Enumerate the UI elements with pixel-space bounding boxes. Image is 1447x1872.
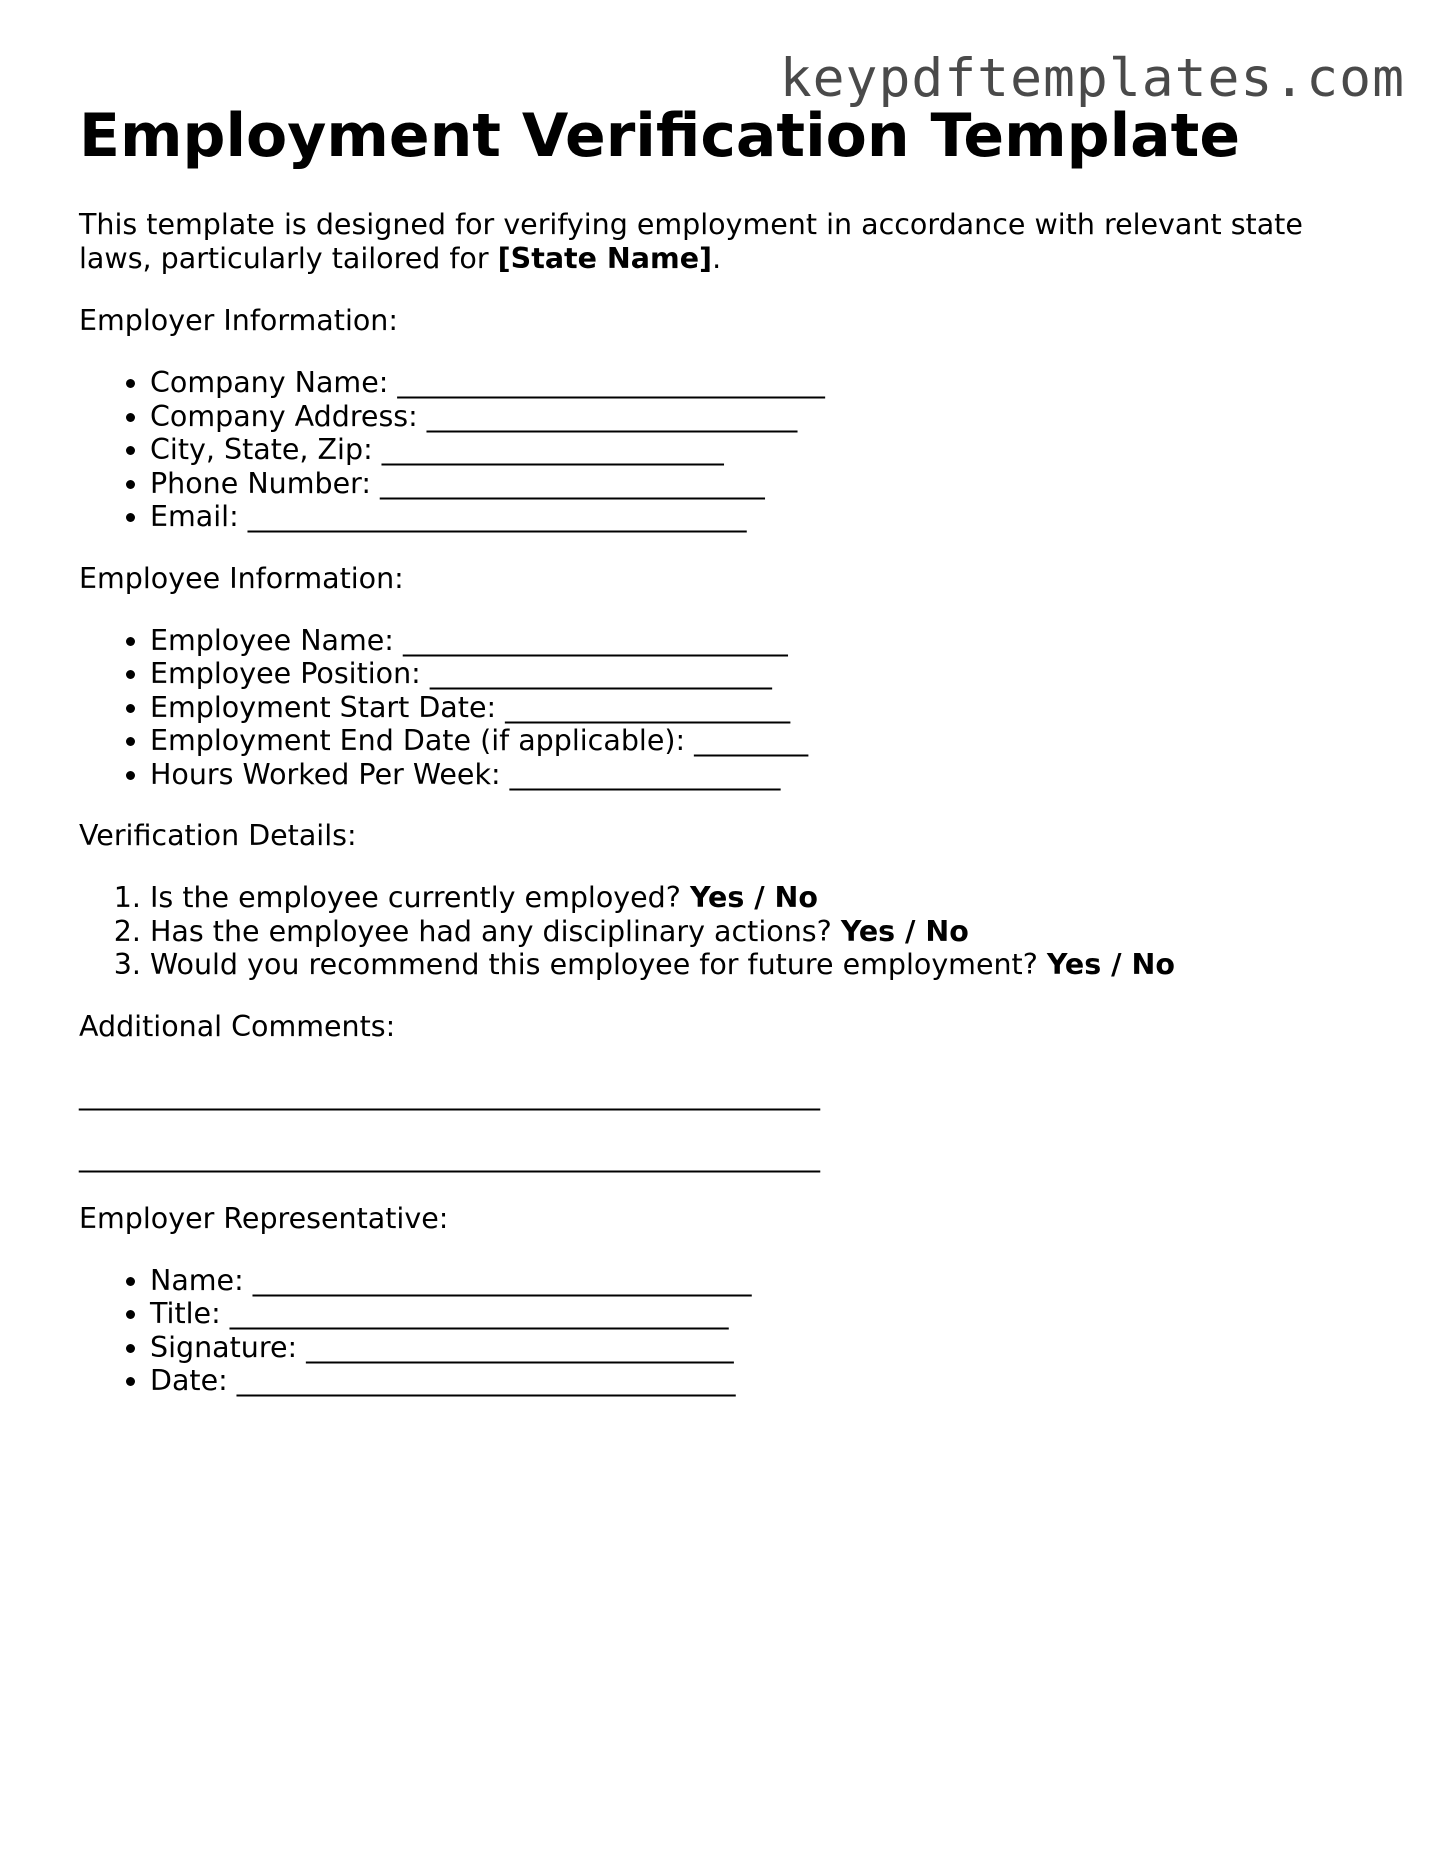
intro-paragraph — [79, 208, 1369, 276]
comment-line[interactable]: ____________________________________________________ — [79, 1139, 820, 1173]
question-text: Is the employee currently employed? — [150, 881, 690, 914]
employee-info-list — [79, 624, 1369, 792]
employee-position-field[interactable]: • Employee Position: ________________________ — [150, 657, 1369, 691]
representative-heading: Employer Representative: — [79, 1201, 449, 1235]
phone-number-field[interactable]: • Phone Number: ___________________________ — [150, 467, 1369, 501]
rep-signature-field[interactable]: • Signature: ______________________________ — [150, 1331, 1369, 1365]
hours-worked-field[interactable]: • Hours Worked Per Week: ___________________ — [150, 758, 1369, 792]
yes-no-choice[interactable]: Yes / No — [840, 914, 969, 948]
rep-title-field[interactable]: • Title: ___________________________________ — [150, 1297, 1369, 1331]
city-state-zip-field[interactable]: • City, State, Zip: ________________________ — [150, 433, 1369, 467]
company-address-field[interactable]: • Company Address: __________________________ — [150, 400, 1369, 434]
watermark: keypdftemplates.com — [779, 48, 1405, 109]
intro-text: This template is designed for verifying employment in accordance with relevant state laws, particularly tailored for — [79, 208, 1303, 275]
verification-questions — [79, 881, 1369, 982]
question-disciplinary-actions — [150, 915, 1369, 949]
comments-heading: Additional Comments: — [79, 1009, 396, 1043]
document-page — [79, 100, 1369, 1398]
rep-name-field[interactable]: • Name: ___________________________________ — [150, 1264, 1369, 1298]
intro-suffix: . — [712, 242, 722, 275]
company-name-field[interactable]: • Company Name: ______________________________ — [150, 366, 1369, 400]
employment-end-date-field[interactable]: • Employment End Date (if applicable): ________ — [150, 724, 1369, 758]
question-text: Has the employee had any disciplinary actions? — [150, 914, 841, 948]
employer-info-list — [79, 366, 1369, 534]
representative-list — [79, 1264, 1369, 1398]
document-title: Employment Verification Template — [79, 101, 1241, 171]
employer-info-heading: Employer Information: — [79, 304, 398, 337]
yes-no-choice[interactable]: Yes / No — [689, 881, 818, 914]
question-recommend — [150, 948, 1369, 982]
employee-name-field[interactable]: • Employee Name: ___________________________ — [150, 624, 1369, 658]
question-text: Would you recommend this employee for future employment? — [150, 948, 1047, 981]
verification-heading: Verification Details: — [79, 819, 357, 852]
email-field[interactable]: • Email: ___________________________________ — [150, 500, 1369, 534]
rep-date-field[interactable]: • Date: ___________________________________ — [150, 1364, 1369, 1398]
employment-start-date-field[interactable]: • Employment Start Date: ____________________ — [150, 691, 1369, 725]
comment-line[interactable]: ____________________________________________________ — [79, 1077, 820, 1111]
employee-info-heading: Employee Information: — [79, 561, 404, 595]
question-currently-employed — [150, 881, 1369, 915]
state-name-placeholder[interactable]: [State Name] — [497, 242, 713, 275]
yes-no-choice[interactable]: Yes / No — [1046, 948, 1175, 981]
